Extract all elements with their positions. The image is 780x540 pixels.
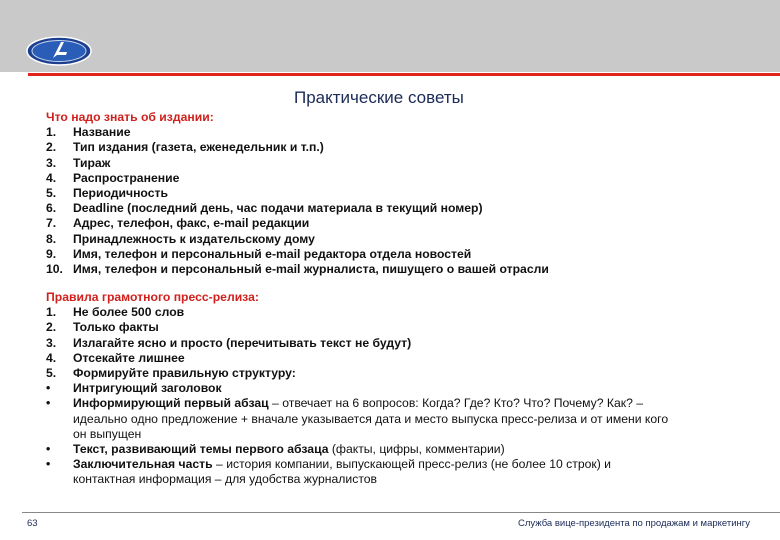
list-item-number: 4.	[46, 350, 57, 365]
list-item	[46, 156, 766, 171]
list-item-number: 5.	[46, 186, 57, 201]
list-item-number: 8.	[46, 231, 57, 246]
list-item	[46, 262, 766, 277]
list-item-number: •	[46, 442, 51, 457]
list-item	[46, 351, 766, 366]
publication-info-section	[46, 110, 766, 277]
list-item-text: Имя, телефон и персональный e-mail редактора отдела новостей	[73, 246, 472, 261]
press-release-rules-section	[46, 290, 766, 488]
list-item-number: 10.	[46, 262, 63, 277]
list-item-text: Не более 500 слов	[73, 305, 185, 320]
list-item-text: Только факты	[73, 320, 159, 335]
list-item-text: Deadline (последний день, час подачи материала в текущий номер)	[73, 201, 483, 216]
list-item-text	[73, 396, 643, 411]
list-item	[46, 125, 766, 140]
list-item-text: Принадлежность к издательскому дому	[73, 231, 315, 246]
list-item-number: 6.	[46, 201, 57, 216]
bullet-item	[46, 457, 766, 472]
list-item	[46, 336, 766, 351]
list-item-number: 7.	[46, 216, 57, 231]
list-item	[46, 305, 766, 320]
list-item	[46, 186, 766, 201]
list-item-number: 3.	[46, 335, 57, 350]
footer-department: Служба вице-президента по продажам и маркетингу	[517, 518, 750, 529]
list-item-text: Название	[73, 125, 131, 140]
list-item-number: 2.	[46, 320, 57, 335]
list-item-text: Тираж	[73, 155, 111, 170]
list-item-number: 1.	[46, 305, 57, 320]
list-item-number: 4.	[46, 170, 57, 185]
header-divider	[28, 73, 780, 76]
publication-info-list	[46, 125, 766, 277]
list-item-number: 1.	[46, 125, 57, 140]
list-item-text	[73, 381, 222, 396]
bullet-bold-text: Интригующий заголовок	[73, 381, 222, 396]
bullet-bold-text: Текст, развивающий темы первого абзаца	[73, 442, 329, 457]
list-item	[46, 171, 766, 186]
bullet-normal-text: – отвечает на 6 вопросов: Когда? Где? Кто? Что? Почему? Как? –	[268, 396, 644, 411]
list-item-number: •	[46, 457, 51, 472]
slide-title: Практические советы	[294, 88, 464, 107]
bullet-continuation-line: он выпущен	[73, 426, 142, 441]
list-item-text	[73, 442, 505, 457]
bullet-continuation-line: контактная информация – для удобства журналистов	[73, 472, 378, 487]
list-item	[46, 201, 766, 216]
list-item-text: Тип издания (газета, еженедельник и т.п.)	[73, 140, 324, 155]
bullet-item	[46, 442, 766, 457]
bullet-continuation-line: идеально одно предложение + вначале указывается дата и место выпуска пресс-релиза и от имени кого	[73, 411, 669, 426]
list-item-text: Отсекайте лишнее	[73, 350, 185, 365]
bullet-bold-text: Заключительная часть	[73, 457, 213, 472]
lada-logo	[26, 36, 92, 66]
section-heading: Правила грамотного пресс-релиза:	[46, 290, 259, 304]
footer-divider	[22, 512, 780, 513]
bullet-normal-text: – история компании, выпускающей пресс-релиз (не более 10 строк) и	[212, 457, 611, 472]
structure-bullet-list	[46, 381, 766, 487]
list-item-text: Излагайте ясно и просто (перечитывать текст не будут)	[73, 335, 412, 350]
press-release-rules-list	[46, 305, 766, 381]
header-band	[0, 0, 780, 72]
list-item	[46, 140, 766, 155]
bullet-bold-text: Информирующий первый абзац	[73, 396, 269, 411]
list-item-number: •	[46, 381, 51, 396]
list-item-number: 9.	[46, 246, 57, 261]
list-item-number: 2.	[46, 140, 57, 155]
list-item	[46, 320, 766, 335]
list-item-text: Адрес, телефон, факс, e-mail редакции	[73, 216, 310, 231]
list-item-number: •	[46, 396, 51, 411]
list-item-number: 3.	[46, 155, 57, 170]
list-item-text: Имя, телефон и персональный e-mail журналиста, пишущего о вашей отрасли	[73, 262, 549, 277]
bullet-item	[46, 381, 766, 396]
section-heading: Что надо знать об издании:	[46, 110, 214, 124]
list-item	[46, 247, 766, 262]
list-item-text: Периодичность	[73, 186, 168, 201]
list-item	[46, 232, 766, 247]
page-number: 63	[27, 518, 38, 529]
list-item-text: Распространение	[73, 170, 180, 185]
list-item	[46, 366, 766, 381]
bullet-item	[46, 396, 766, 411]
bullet-normal-text: (факты, цифры, комментарии)	[328, 442, 505, 457]
list-item-number: 5.	[46, 366, 57, 381]
list-item-text: Формируйте правильную структуру:	[73, 366, 296, 381]
list-item-text	[73, 457, 611, 472]
list-item	[46, 216, 766, 231]
